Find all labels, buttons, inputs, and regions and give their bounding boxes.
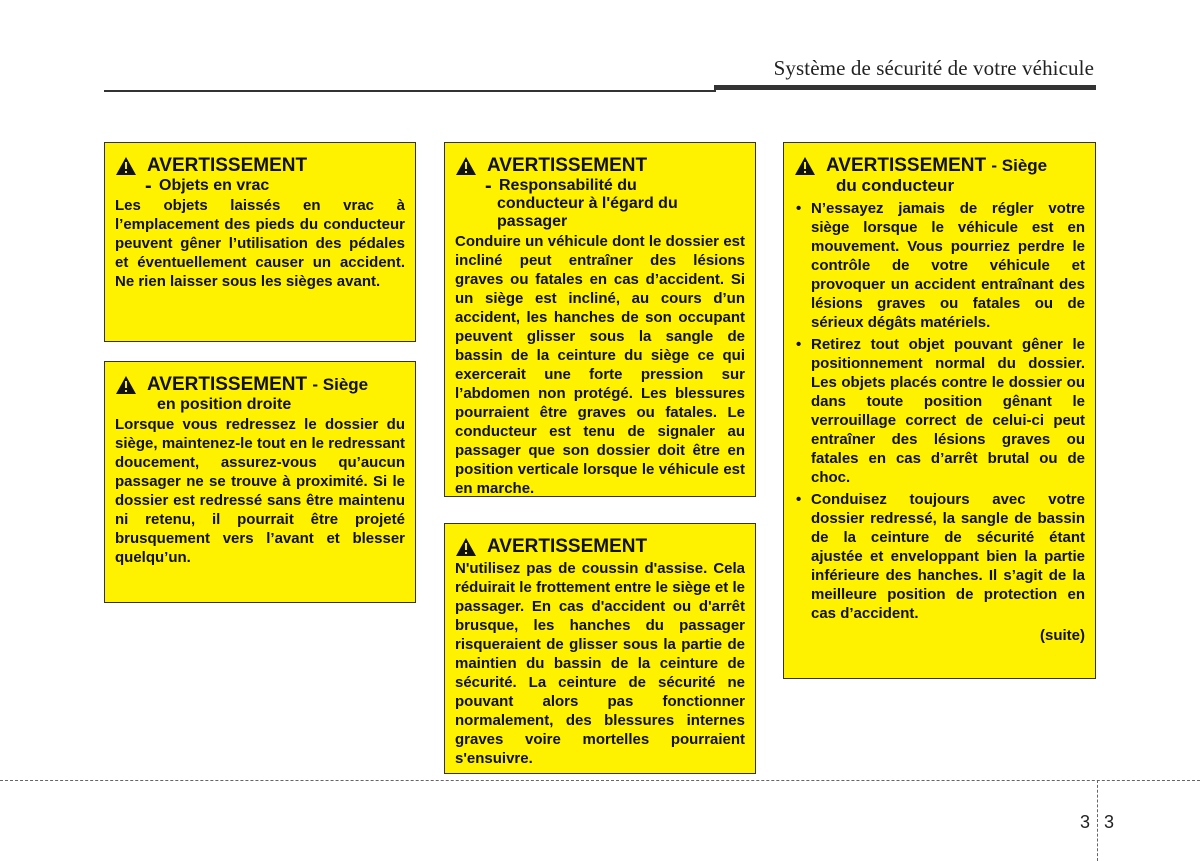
warning-box-siege-position-droite [104, 361, 416, 603]
warning-subtitle-text: Responsabilité du [499, 177, 637, 194]
warning-subtitle-line2: conducteur à l'égard du [497, 195, 678, 212]
warning-heading: AVERTISSEMENT [147, 374, 308, 395]
warning-subtitle-text: Objets en vrac [159, 177, 270, 194]
warning-box-coussin-assise [444, 523, 756, 774]
bullet-item: • Retirez tout objet pouvant gêner le positionnement normal du dossier. Les objets placés contre le dossier ou dans toute position gênant le verrouillage correct de celui-ci peut entraîner des lésions graves ou fatales en cas d’arrêt brutal ou de choc. [794, 335, 1085, 487]
warning-subtitle: en position droite [157, 396, 292, 413]
warning-title-row [455, 155, 745, 177]
footer-dotted-divider [1097, 780, 1098, 861]
warning-subtitle [485, 177, 745, 195]
warning-title-row [794, 155, 1085, 177]
dash-glyph: - [485, 175, 492, 197]
warning-triangle-icon [115, 375, 137, 395]
header-rule-thick [714, 85, 1096, 90]
warning-title-row [115, 374, 405, 396]
dash-glyph: - [145, 175, 152, 197]
page-number: 3 [1104, 812, 1115, 832]
warning-box-responsabilite-conducteur [444, 142, 756, 497]
warning-heading: AVERTISSEMENT [826, 155, 987, 176]
warning-triangle-icon [455, 156, 477, 176]
warning-triangle-icon [794, 156, 816, 176]
page-header-title: Système de sécurité de votre véhicule [773, 56, 1094, 80]
chapter-number: 3 [1080, 812, 1091, 832]
warning-box-siege-conducteur [783, 142, 1096, 679]
warning-bullet-list [794, 199, 1085, 623]
warning-subtitle: du conducteur [836, 176, 955, 195]
warning-body: Les objets laissés en vrac à l’emplacement des pieds du conducteur peuvent gêner l’utilisation des pédales et éventuellement causer un accident. Ne rien laisser sous les sièges avant. [115, 197, 405, 290]
warning-title-row [455, 536, 745, 558]
warning-triangle-icon [115, 156, 137, 176]
bullet-item: • Conduisez toujours avec votre dossier redressé, la sangle de bassin de la ceinture de sécurité étant ajustée et enveloppant bien la partie inférieure des hanches. Il s’agit de la meilleure position de protection en cas d’accident. [794, 490, 1085, 623]
warning-subtitle [145, 177, 405, 195]
warning-box-objets-en-vrac [104, 142, 416, 342]
warning-heading: AVERTISSEMENT [487, 536, 648, 557]
header-rule [104, 90, 716, 92]
warning-heading: AVERTISSEMENT [487, 155, 648, 176]
warning-subtitle-line3: passager [497, 213, 568, 230]
warning-heading-suffix: - Siège [991, 156, 1048, 175]
continued-label: (suite) [1040, 627, 1085, 644]
warning-heading: AVERTISSEMENT [147, 155, 308, 176]
footer-dotted-rule [0, 780, 1200, 781]
warning-body: Lorsque vous redressez le dossier du siège, maintenez-le tout en le redressant doucement, assurez-vous qu’aucun passager ne se trouve à proximité. Si le dossier est redressé sans être maintenu ni retenu, il pourrait être projeté brusquement vers l’avant et blesser quelqu’un. [115, 416, 405, 566]
warning-triangle-icon [455, 537, 477, 557]
warning-body: Conduire un véhicule dont le dossier est incliné peut entraîner des lésions graves ou fatales en cas d’accident. Si un siège est incliné, au cours d’un accident, les hanches de son occupant peuvent glisser sous la sangle de bassin de la ceinture du siège ce qui exercerait une forte pression sur l’abdomen non protégé. Les blessures pourraient être graves ou fatales. Le conducteur est tenu de signaler au passager que son dossier doit être en position verticale lorsque le véhicule est en marche. [455, 233, 745, 497]
bullet-item: • N’essayez jamais de régler votre siège lorsque le véhicule est en mouvement. Vous pourriez perdre le contrôle de votre véhicule et provoquer un accident entraînant des lésions graves ou fatales ou de sérieux dégâts matériels. [794, 199, 1085, 332]
warning-body: N'utilisez pas de coussin d'assise. Cela réduirait le frottement entre le siège et le passager. En cas d'accident ou d'arrêt brusque, les hanches du passager risqueraient de glisser sous la partie de maintien du bassin de la ceinture de sécurité. La ceinture de sécurité ne pouvant alors pas fonctionner normalement, des blessures internes graves voire mortelles pourraient s'ensuivre. [455, 560, 745, 767]
warning-heading-suffix: - Siège [312, 375, 369, 394]
warning-title-row [115, 155, 405, 177]
